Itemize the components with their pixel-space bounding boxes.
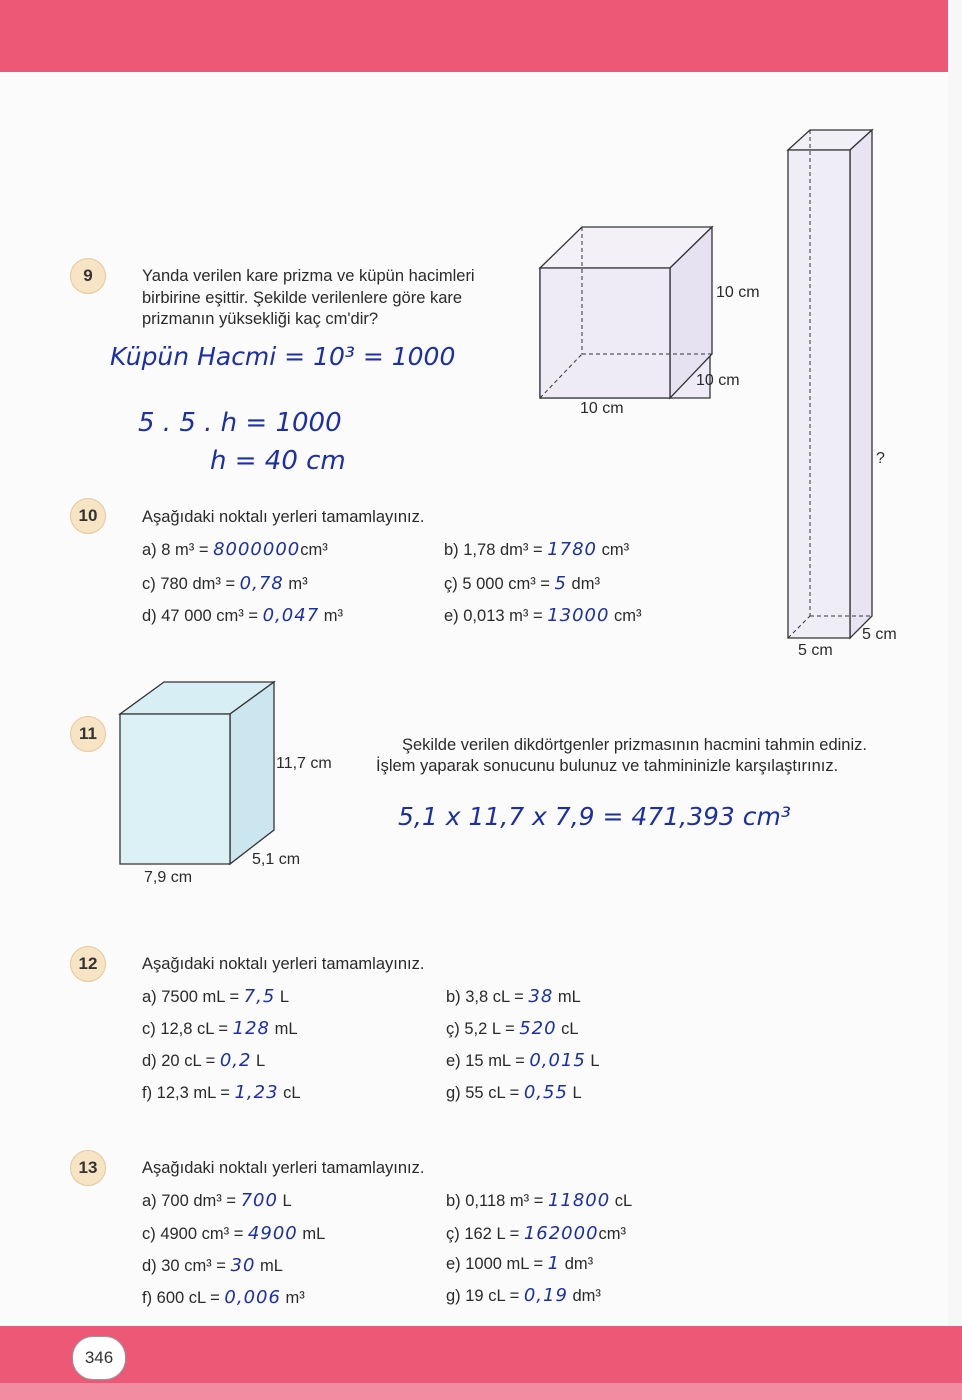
q12-item-d: d) 20 cL = 0,2 L (142, 1050, 266, 1071)
q13-b-answer: 11800 (547, 1190, 611, 1211)
rectangular-prism-figure (112, 678, 282, 868)
q12-a-answer: 7,5 (243, 986, 276, 1007)
q12-item-c: c) 12,8 cL = 128 mL (142, 1018, 298, 1039)
q13-d-answer: 30 (230, 1255, 256, 1276)
q10-item-a: a) 8 m³ = 8000000cm³ (142, 539, 328, 560)
page-number: 346 (72, 1336, 126, 1380)
prism-height-unknown: ? (876, 450, 885, 467)
q13-item-b: b) 0,118 m³ = 11800 cL (446, 1190, 633, 1211)
q13-cc-answer: 162000 (523, 1223, 599, 1244)
q12-g-answer: 0,55 (523, 1082, 568, 1103)
q13-item-cc: ç) 162 L = 162000cm³ (446, 1223, 627, 1244)
q12-e-answer: 0,015 (529, 1050, 586, 1071)
q10-item-d: d) 47 000 cm³ = 0,047 m³ (142, 605, 343, 626)
q10-item-e: e) 0,013 m³ = 13000 cm³ (444, 605, 642, 626)
q10-item-cc: ç) 5 000 cm³ = 5 dm³ (444, 573, 600, 594)
question-11-text-line1: Şekilde verilen dikdörtgenler prizmasının hacmini tahmin ediniz. (402, 736, 867, 754)
q10-c-answer: 0,78 (239, 573, 284, 594)
right-page-edge (948, 0, 962, 1400)
q13-item-f: f) 600 cL = 0,006 m³ (142, 1287, 305, 1308)
question-12-instruction: Aşağıdaki noktalı yerleri tamamlayınız. (142, 955, 425, 973)
prism-width-label: 5 cm (798, 642, 833, 659)
question-9-badge: 9 (70, 258, 106, 294)
top-color-band (0, 0, 948, 72)
prism-height-11-7-label: 11,7 cm (276, 755, 332, 772)
cube-height-label: 10 cm (716, 284, 760, 301)
q12-d-answer: 0,2 (219, 1050, 252, 1071)
bottom-light-band (0, 1383, 962, 1400)
q10-b-answer: 1780 (547, 539, 597, 560)
question-10-instruction: Aşağıdaki noktalı yerleri tamamlayınız. (142, 508, 425, 526)
q13-item-e: e) 1000 mL = 1 dm³ (446, 1253, 594, 1274)
square-prism-figure (780, 126, 880, 646)
q13-item-c: c) 4900 cm³ = 4900 mL (142, 1223, 326, 1244)
question-9-text: Yanda verilen kare prizma ve küpün hacimleri birbirine eşittir. Şekilde verilenlere göre kare prizmanın yüksekliği kaç cm'dir? (142, 267, 475, 328)
question-13-badge: 13 (70, 1150, 106, 1186)
cube-depth-label: 10 cm (696, 372, 740, 389)
q13-item-g: g) 19 cL = 0,19 dm³ (446, 1285, 601, 1306)
q12-item-f: f) 12,3 mL = 1,23 cL (142, 1082, 301, 1103)
q13-item-a: a) 700 dm³ = 700 L (142, 1190, 292, 1211)
q13-g-answer: 0,19 (523, 1285, 568, 1306)
q9-handwritten-answer: h = 40 cm (210, 446, 346, 476)
q13-c-answer: 4900 (247, 1223, 298, 1244)
question-11-text-line2: İşlem yaparak sonucunu bulunuz ve tahmininizle karşılaştırınız. (376, 757, 839, 775)
q10-cc-answer: 5 (554, 573, 567, 594)
q9-handwritten-equation: 5 . 5 . h = 1000 (138, 408, 342, 438)
q12-item-a: a) 7500 mL = 7,5 L (142, 986, 290, 1007)
q12-b-answer: 38 (528, 986, 554, 1007)
q12-item-b: b) 3,8 cL = 38 mL (446, 986, 581, 1007)
q10-item-b: b) 1,78 dm³ = 1780 cm³ (444, 539, 630, 560)
q12-item-g: g) 55 cL = 0,55 L (446, 1082, 582, 1103)
q12-f-answer: 1,23 (234, 1082, 279, 1103)
q13-e-answer: 1 (547, 1253, 561, 1274)
q10-d-answer: 0,047 (262, 605, 320, 626)
cube-width-label: 10 cm (580, 400, 624, 417)
q12-item-cc: ç) 5,2 L = 520 cL (446, 1018, 579, 1039)
prism-width-7-9-label: 7,9 cm (144, 869, 193, 886)
q13-a-answer: 700 (240, 1190, 278, 1211)
prism-depth-5-1-label: 5,1 cm (252, 851, 301, 868)
q12-c-answer: 128 (232, 1018, 271, 1039)
q10-item-c: c) 780 dm³ = 0,78 m³ (142, 573, 308, 594)
prism-depth-label: 5 cm (862, 626, 897, 643)
q12-cc-answer: 520 (519, 1018, 557, 1039)
q10-a-answer: 8000000 (213, 539, 301, 560)
question-13-instruction: Aşağıdaki noktalı yerleri tamamlayınız. (142, 1159, 425, 1177)
q11-handwritten-calculation: 5,1 x 11,7 x 7,9 = 471,393 cm³ (398, 802, 791, 831)
question-12-badge: 12 (70, 946, 106, 982)
q13-item-d: d) 30 cm³ = 30 mL (142, 1255, 283, 1276)
question-11-badge: 11 (70, 716, 106, 752)
q9-handwritten-cube-volume: Küpün Hacmi = 10³ = 1000 (110, 342, 456, 371)
q13-f-answer: 0,006 (224, 1287, 281, 1308)
question-10-badge: 10 (70, 498, 106, 534)
q12-item-e: e) 15 mL = 0,015 L (446, 1050, 600, 1071)
q10-e-answer: 13000 (547, 605, 610, 626)
